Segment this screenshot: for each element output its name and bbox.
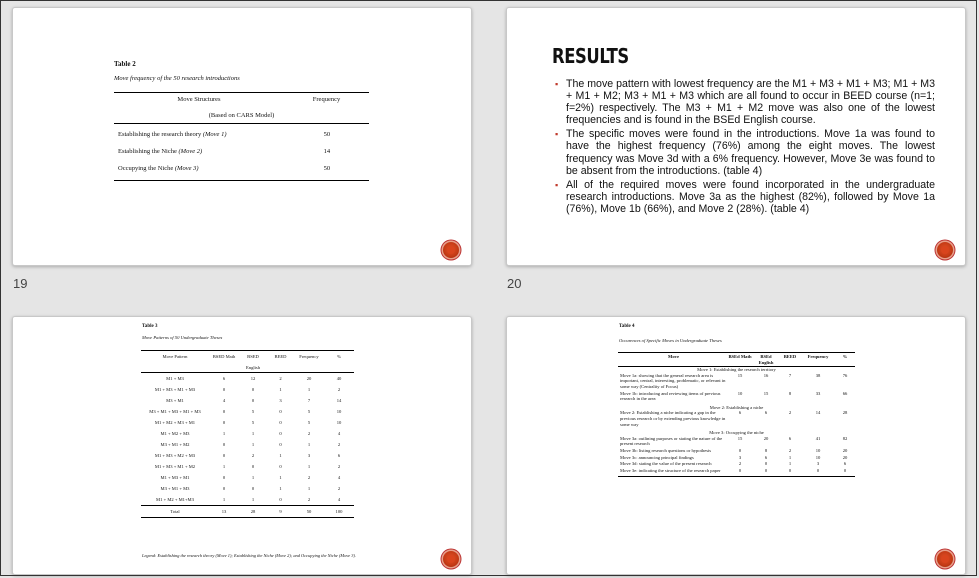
slide-thumbnail-22[interactable]: [506, 316, 966, 575]
slide-number: 19: [13, 276, 28, 291]
table-row: M3 + M1 + M3 0 0 1 1 2: [160, 486, 341, 491]
slide-logo-icon: [443, 242, 459, 258]
slide-thumbnail-19[interactable]: [12, 7, 472, 266]
table-row: M3 + M1 4 0 3 7 14: [166, 398, 342, 403]
table-row: M1 + M3 6 12 2 20 40: [166, 376, 342, 381]
table-section-title: Move 1: Establishing the research territory: [697, 367, 776, 373]
table-row: Establishing the Niche (Move 2) 14: [118, 148, 331, 155]
move-patterns-table: [141, 350, 354, 518]
table-row: Move 3e: indicating the structure of the research paper 0 0 0 0 0: [620, 467, 847, 473]
table-section-title: Move 3: Occupying the niche: [709, 430, 764, 436]
table-row: M3 + M1 + M2 0 1 0 1 2: [160, 442, 341, 447]
slide-thumbnail-20[interactable]: [506, 7, 966, 266]
table-row: M1 + M3 + M2 + M3 0 2 1 3 6: [154, 453, 341, 458]
table-row: Move 3c: announcing principal findings 3 6 1 10 20: [620, 454, 848, 460]
table-header: [114, 93, 369, 103]
table-title: Table 2: [114, 60, 136, 68]
table-row: Move 1b: introducing and reviewing items of previous research in the area 10 15 8 33 66: [620, 390, 848, 402]
bullet-icon: ▪: [555, 129, 559, 140]
table-caption: Move Patterns of 50 Undergraduate Theses: [142, 335, 223, 340]
move-frequency-table: [114, 92, 369, 181]
slide-thumbnail-21[interactable]: [12, 316, 472, 575]
table-row: M1 + M3 + M1 + M3 0 0 1 1 2: [154, 387, 341, 392]
table-caption: Occurences of Specific Moves in Undergraduate Theses: [619, 338, 722, 343]
slide-logo-icon: [937, 551, 953, 567]
header-frequency: Frequency: [312, 96, 341, 103]
header-move-structures: Move Structures: [177, 96, 221, 103]
table-section-title: Move 2: Establishing a niche: [709, 404, 764, 410]
table-row: Occupying the Niche (Move 3) 50: [118, 165, 331, 172]
table-row: M1 + M3 + M1 + M2 1 0 0 1 2: [154, 464, 341, 469]
table-subheader: (Based on CARS Model): [114, 103, 369, 124]
table-row: Move 3b: listing research questions or hypothesis 0 8 2 10 20: [620, 447, 848, 453]
table-legend: Legend: Establishing the research theory (Move 1); Establishing the Niche (Move 2); and Occupying the Niche (Move 3).: [142, 553, 357, 558]
slide-logo-icon: [443, 551, 459, 567]
slide-title: RESULTS: [552, 44, 629, 68]
bullet-list: [555, 78, 935, 217]
slide-logo-icon: [937, 242, 953, 258]
table-row: Move 1a: showing that the general research area is important, central, interesting, problematic, or relevant in some way (Centrality of Focus) 15 16 7 38 76: [620, 372, 848, 389]
bullet-item: ▪ The move pattern with lowest frequency are the M1 + M3 + M1 + M3; M1 + M3 + M1 + M2; M3 + M1 + M3 which are all found to occur in BEED course (n=1; f=2%) respectively. The M3 + M1 + M2 move was also one of the lowest frequencies and is found in the BSEd English course.: [555, 78, 935, 127]
specific-moves-table: [618, 352, 855, 477]
table-header-2: English: [141, 362, 354, 373]
table-row: Establishing the research theory (Move 1) 50: [118, 131, 331, 138]
slide-number: 20: [507, 276, 522, 291]
table-title: Table 4: [619, 324, 635, 329]
table-total-row: Total 13 28 9 50 100: [141, 505, 354, 518]
table-row: M3 + M1 + M3 + M1 + M3 0 5 0 5 10: [149, 409, 342, 414]
table-row: Move 3a: outlining purposes or stating the nature of the present research 15 20 6 41 82: [620, 435, 848, 447]
table-row: Move 3d: stating the value of the present research 2 0 1 3 6: [620, 461, 847, 467]
table-header: Move BSEd Math BSEd English BEED Frequency %: [618, 353, 855, 367]
bullet-item: ▪ All of the required moves were found incorporated in the undergraduate research introductions. Move 3a as the highest (82%), followed by Move 1a (76%), Move 1b (66%), and Move 2 (28%). (table 4): [555, 178, 935, 215]
bullet-icon: ▪: [555, 179, 559, 190]
table-header: Move Pattern BSED Math BSED BEED Frequency %: [162, 354, 341, 359]
table-row: M1 + M3 + M1 0 1 1 2 4: [160, 475, 341, 480]
table-row: Move 2: Establishing a niche indicating a gap in the previous research or by extending previous knowledge in some way 6 6 2 14 28: [620, 410, 848, 427]
table-title: Table 3: [142, 324, 158, 329]
bullet-icon: ▪: [555, 79, 559, 89]
table-row: M1 + M2 + M1+M3 1 1 0 2 4: [156, 497, 341, 502]
table-row: M1 + M2 + M3 + M1 0 5 0 5 10: [154, 420, 342, 425]
table-caption: Move frequency of the 50 research introductions: [114, 75, 240, 82]
bullet-item: ▪ The specific moves were found in the introductions. Move 1a was found to have the highest frequency (76%) among the eight moves. The lowest frequency was Move 3d with a 6% frequency. However, Move 3e was found to be absent from the introductions. (table 4): [555, 128, 935, 177]
table-row: M1 + M2 + M3 1 1 0 2 4: [160, 431, 341, 436]
